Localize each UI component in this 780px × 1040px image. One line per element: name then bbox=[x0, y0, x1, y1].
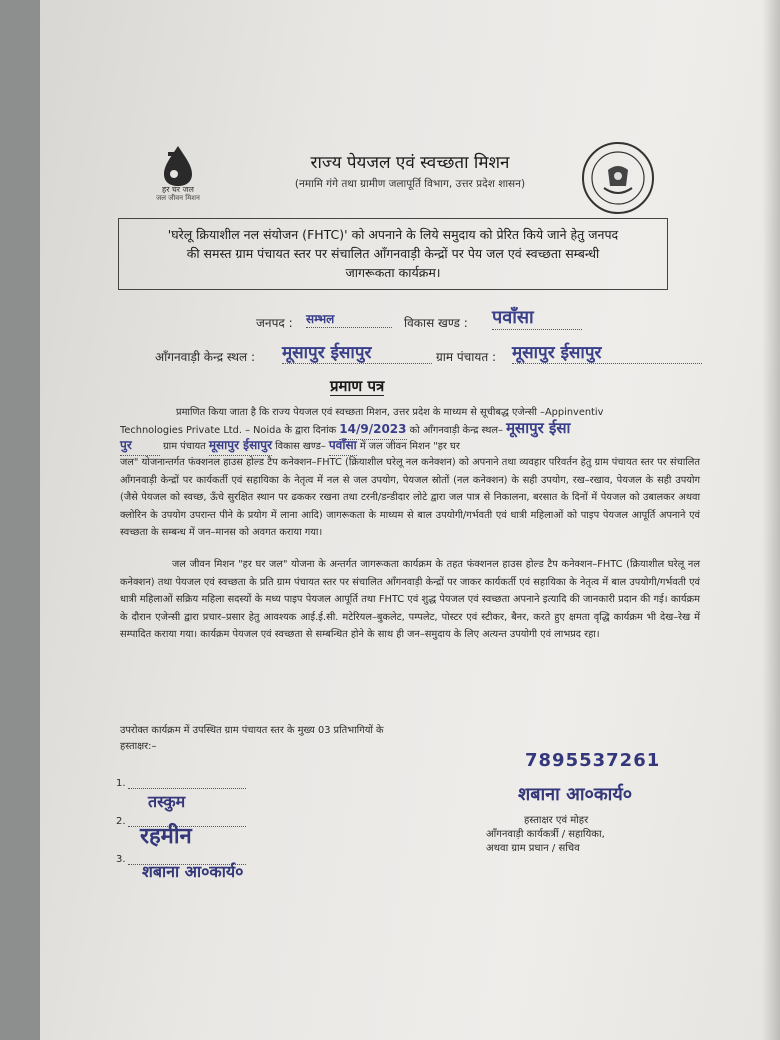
para1-b: Technologies Private Ltd. – Noida के द्वारा दिनांक bbox=[120, 425, 337, 436]
gram-panchayat-label: ग्राम पंचायत : bbox=[436, 350, 497, 364]
signatory-alt-label: अथवा ग्राम प्रधान / सचिव bbox=[486, 843, 580, 854]
participant-1-number: 1. bbox=[116, 778, 126, 789]
logo-subtext: जल जीवन मिशन bbox=[156, 194, 200, 202]
certificate-title bbox=[330, 376, 384, 396]
district-value: सम्भल bbox=[306, 310, 392, 328]
para1-c: को आँगनवाड़ी केन्द्र स्थल– bbox=[409, 425, 503, 436]
anganwadi-signature: शबाना आ०कार्य० bbox=[518, 784, 633, 805]
signature-intro-2: हस्ताक्षर:– bbox=[120, 741, 157, 752]
signatory-role-label: आँगनवाड़ी कार्यकर्त्री / सहायिका, bbox=[486, 829, 605, 840]
page-shadow bbox=[762, 0, 780, 1040]
participant-3-signature: शबाना आ०कार्य० bbox=[142, 862, 244, 881]
department-subtitle: (नमामि गंगे तथा ग्रामीण जलापूर्ति विभाग, उत्तर प्रदेश शासन) bbox=[294, 178, 526, 190]
water-drop-icon bbox=[138, 140, 218, 220]
logo-text: हर घर जल bbox=[162, 185, 194, 194]
district-label: जनपद : bbox=[256, 316, 293, 330]
anganwadi-label: आँगनवाड़ी केन्द्र स्थल : bbox=[155, 350, 256, 364]
jal-jeevan-mission-logo bbox=[138, 140, 218, 220]
heading-line-3: जागरूकता कार्यक्रम। bbox=[345, 265, 441, 280]
program-date: 14/9/2023 bbox=[339, 421, 406, 440]
header bbox=[240, 150, 580, 191]
para1-line3 bbox=[120, 437, 700, 456]
participant-2-number: 2. bbox=[116, 816, 126, 827]
para1-gp-hand: मूसापुर ईसापुर bbox=[209, 437, 272, 456]
phone-number: 7895537261 bbox=[525, 750, 661, 771]
para1-f: में जल जीवन मिशन "हर घर bbox=[359, 441, 460, 452]
heading-line-2: की समस्त ग्राम पंचायत स्तर पर संचालित आँगनवाड़ी केन्द्रों पर पेय जल एवं स्वच्छता सम्बन्धी bbox=[186, 246, 600, 261]
para2: जल जीवन मिशन "हर घर जल" योजना के अन्तर्गत जागरूकता कार्यक्रम के तहत फंक्शनल हाउस होल्ड टैप कनेक्शन–FHTC (क्रियाशील घरेलू नल कनेक्शन) तथा पेयजल एवं स्वच्छता के प्रति ग्राम पंचायत स्तर पर संचालित आँगनवाड़ी केन्द्रों पर जाकर कार्यकर्ती एवं सहायिका के नेतृत्व में बाल उपयोगी/गर्भवती एवं धात्री महिलाओं सक्रिय महिला सदस्यों के मध्य पाइप पेयजल आपूर्ति तथा FHTC एवं शुद्ध पेयजल एवं स्वच्छता अपनाने इत्यादि की जानकारी प्रदान की गई। कार्यक्रम के दौरान एजेन्सी द्वारा प्रचार–प्रसार हेतु आवश्यक आई.ई.सी. मटेरियल–बुकलेट, पम्पलेट, पोस्टर एवं स्टीकर, बैनर, करते हुए क्षमता वृद्धि कार्यक्रम भी देख–रेख में सम्पादित कराया गया। कार्यक्रम पेयजल एवं स्वच्छता से सम्बन्धित होने के साथ ही जन–समुदाय के लिए अत्यन्त उपयोगी एवं लाभप्रद रहा। bbox=[120, 559, 700, 641]
signature-intro-1: उपरोक्त कार्यक्रम में उपस्थित ग्राम पंचायत स्तर के मुख्य 03 प्रतिभागियों के bbox=[120, 725, 384, 736]
para1-line1: प्रमाणित किया जाता है कि राज्य पेयजल एवं स्वच्छता मिशन, उत्तर प्रदेश के माध्यम से सूचीबद्ध एजेन्सी –Appinventiv bbox=[176, 407, 604, 418]
program-heading-box bbox=[118, 218, 668, 290]
para1-d-hand: पुर bbox=[120, 437, 160, 456]
emblem-icon bbox=[580, 140, 656, 216]
para1-d: ग्राम पंचायत bbox=[163, 441, 206, 452]
para1-block-hand: पवाँसा bbox=[329, 437, 357, 456]
para1-aw-hand: मूसापुर ईसा bbox=[506, 419, 571, 437]
participant-2-signature: रहमीन bbox=[140, 824, 192, 849]
participant-3-number: 3. bbox=[116, 854, 126, 865]
block-label: विकास खण्ड : bbox=[404, 316, 468, 330]
para1-e: विकास खण्ड– bbox=[275, 441, 326, 452]
heading-line-1: 'घरेलू क्रियाशील नल संयोजन (FHTC)' को अपनाने के लिये समुदाय को प्रेरित किये जाने हेतु जनपद bbox=[167, 227, 619, 242]
up-government-emblem bbox=[580, 140, 656, 216]
participant-1-line bbox=[128, 788, 246, 789]
block-value: पवाँसा bbox=[492, 305, 582, 330]
anganwadi-value: मूसापुर ईसापुर bbox=[282, 340, 432, 364]
signature-seal-label: हस्ताक्षर एवं मोहर bbox=[524, 815, 589, 826]
para1-rest: जल" योजनान्तर्गत फंक्शनल हाउस होल्ड टैप कनेक्शन–FHTC (क्रियाशील घरेलू नल कनेक्शन) को अपनाने तथा व्यवहार परिवर्तन हेतु ग्राम पंचायत स्तर पर संचालित आँगनवाड़ी केन्द्रों पर कार्यकर्ती एवं सहायिका के नेतृत्व में नल से जल उपयोग, पेयजल स्रोतों (नल कनेक्शन) के सही उपयोग, रख–रखाव, पेयजल के सही उपयोग (जैसे पेयजल को स्वच्छ, ऊँचे सुरक्षित स्थान पर ढककर रखना तथा टरनी/डन्डीदार लोटे द्वारा जल पात्र से निकालना, बरसात के दिनों में पेयजल को उबालकर अथवा क्लोरिन के उपयोग उपरान्त पीने के प्रयोग में लाना आदि) जागरूकता के माध्यम से बाल उपयोगी/गर्भवती एवं धात्री महिलाओं को पाइप पेयजल आपूर्ति अपनाने एवं स्वच्छता के सम्बन्ध में जन–मानस को अवगत कराया गया। bbox=[120, 457, 700, 539]
mission-title: राज्य पेयजल एवं स्वच्छता मिशन bbox=[310, 153, 510, 173]
certificate-title-text: प्रमाण पत्र bbox=[330, 377, 385, 395]
gram-panchayat-value: मूसापुर ईसापुर bbox=[512, 340, 702, 364]
participant-1-signature: तस्कुम bbox=[148, 792, 186, 811]
